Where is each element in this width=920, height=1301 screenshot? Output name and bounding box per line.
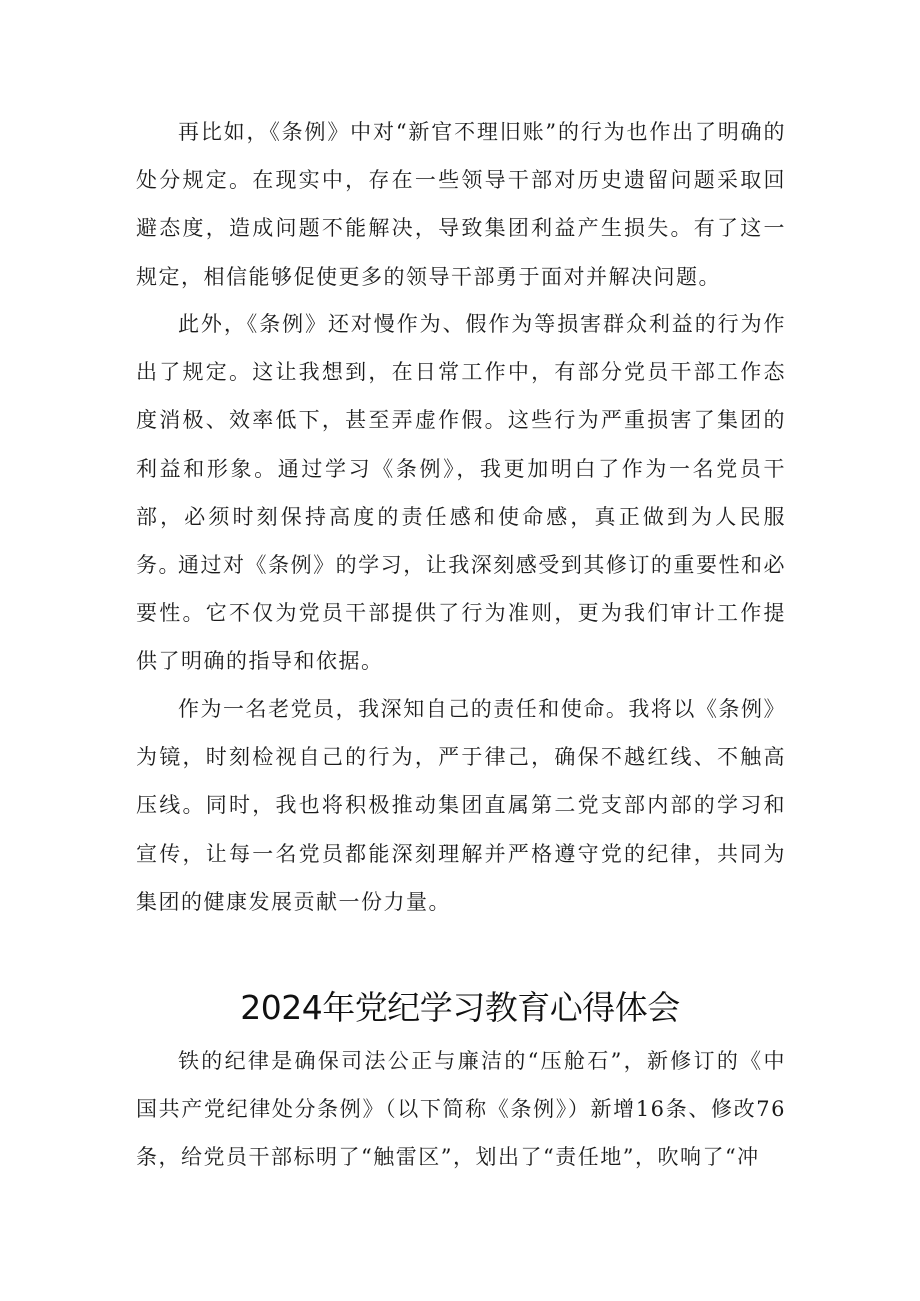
paragraph-new-officials-old-debts: 再比如，《条例》中对“新官不理旧账”的行为也作出了明确的处分规定。在现实中，存在一些领导干部对历史遗留问题采取回避态度，造成问题不能解决，导致集团利益产生损失。有了这一规定，相信能够促使更多的领导干部勇于面对并解决问题。: [136, 120, 786, 289]
paragraph-iron-discipline: 铁的纪律是确保司法公正与廉洁的“压舱石”，新修订的《中国共产党纪律处分条例》（以下简称《条例》）新增16条、修改76条，给党员干部标明了“触雷区”，划出了“责任地”，吹响了“冲: [136, 1049, 786, 1170]
paragraph-inaction: 此外，《条例》还对慢作为、假作为等损害群众利益的行为作出了规定。这让我想到，在日常工作中，有部分党员干部工作态度消极、效率低下，甚至弄虚作假。这些行为严重损害了集团的利益和形象。通过学习《条例》，我更加明白了作为一名党员干部，必须时刻保持高度的责任感和使命感，真正做到为人民服务。: [136, 312, 786, 578]
section-title: 2024年党纪学习教育心得体会: [240, 988, 680, 1027]
paragraph-study-significance: 通过对《条例》的学习，让我深刻感受到其修订的重要性和必要性。它不仅为党员干部提供了行为准则，更为我们审计工作提供了明确的指导和依据。: [136, 553, 786, 674]
paragraph-veteran-member: 作为一名老党员，我深知自己的责任和使命。我将以《条例》为镜，时刻检视自己的行为，严于律己，确保不越红线、不触高压线。同时，我也将积极推动集团直属第二党支部内部的学习和宣传，让每一名党员都能深刻理解并严格遵守党的纪律，共同为集团的健康发展贡献一份力量。: [136, 697, 786, 914]
